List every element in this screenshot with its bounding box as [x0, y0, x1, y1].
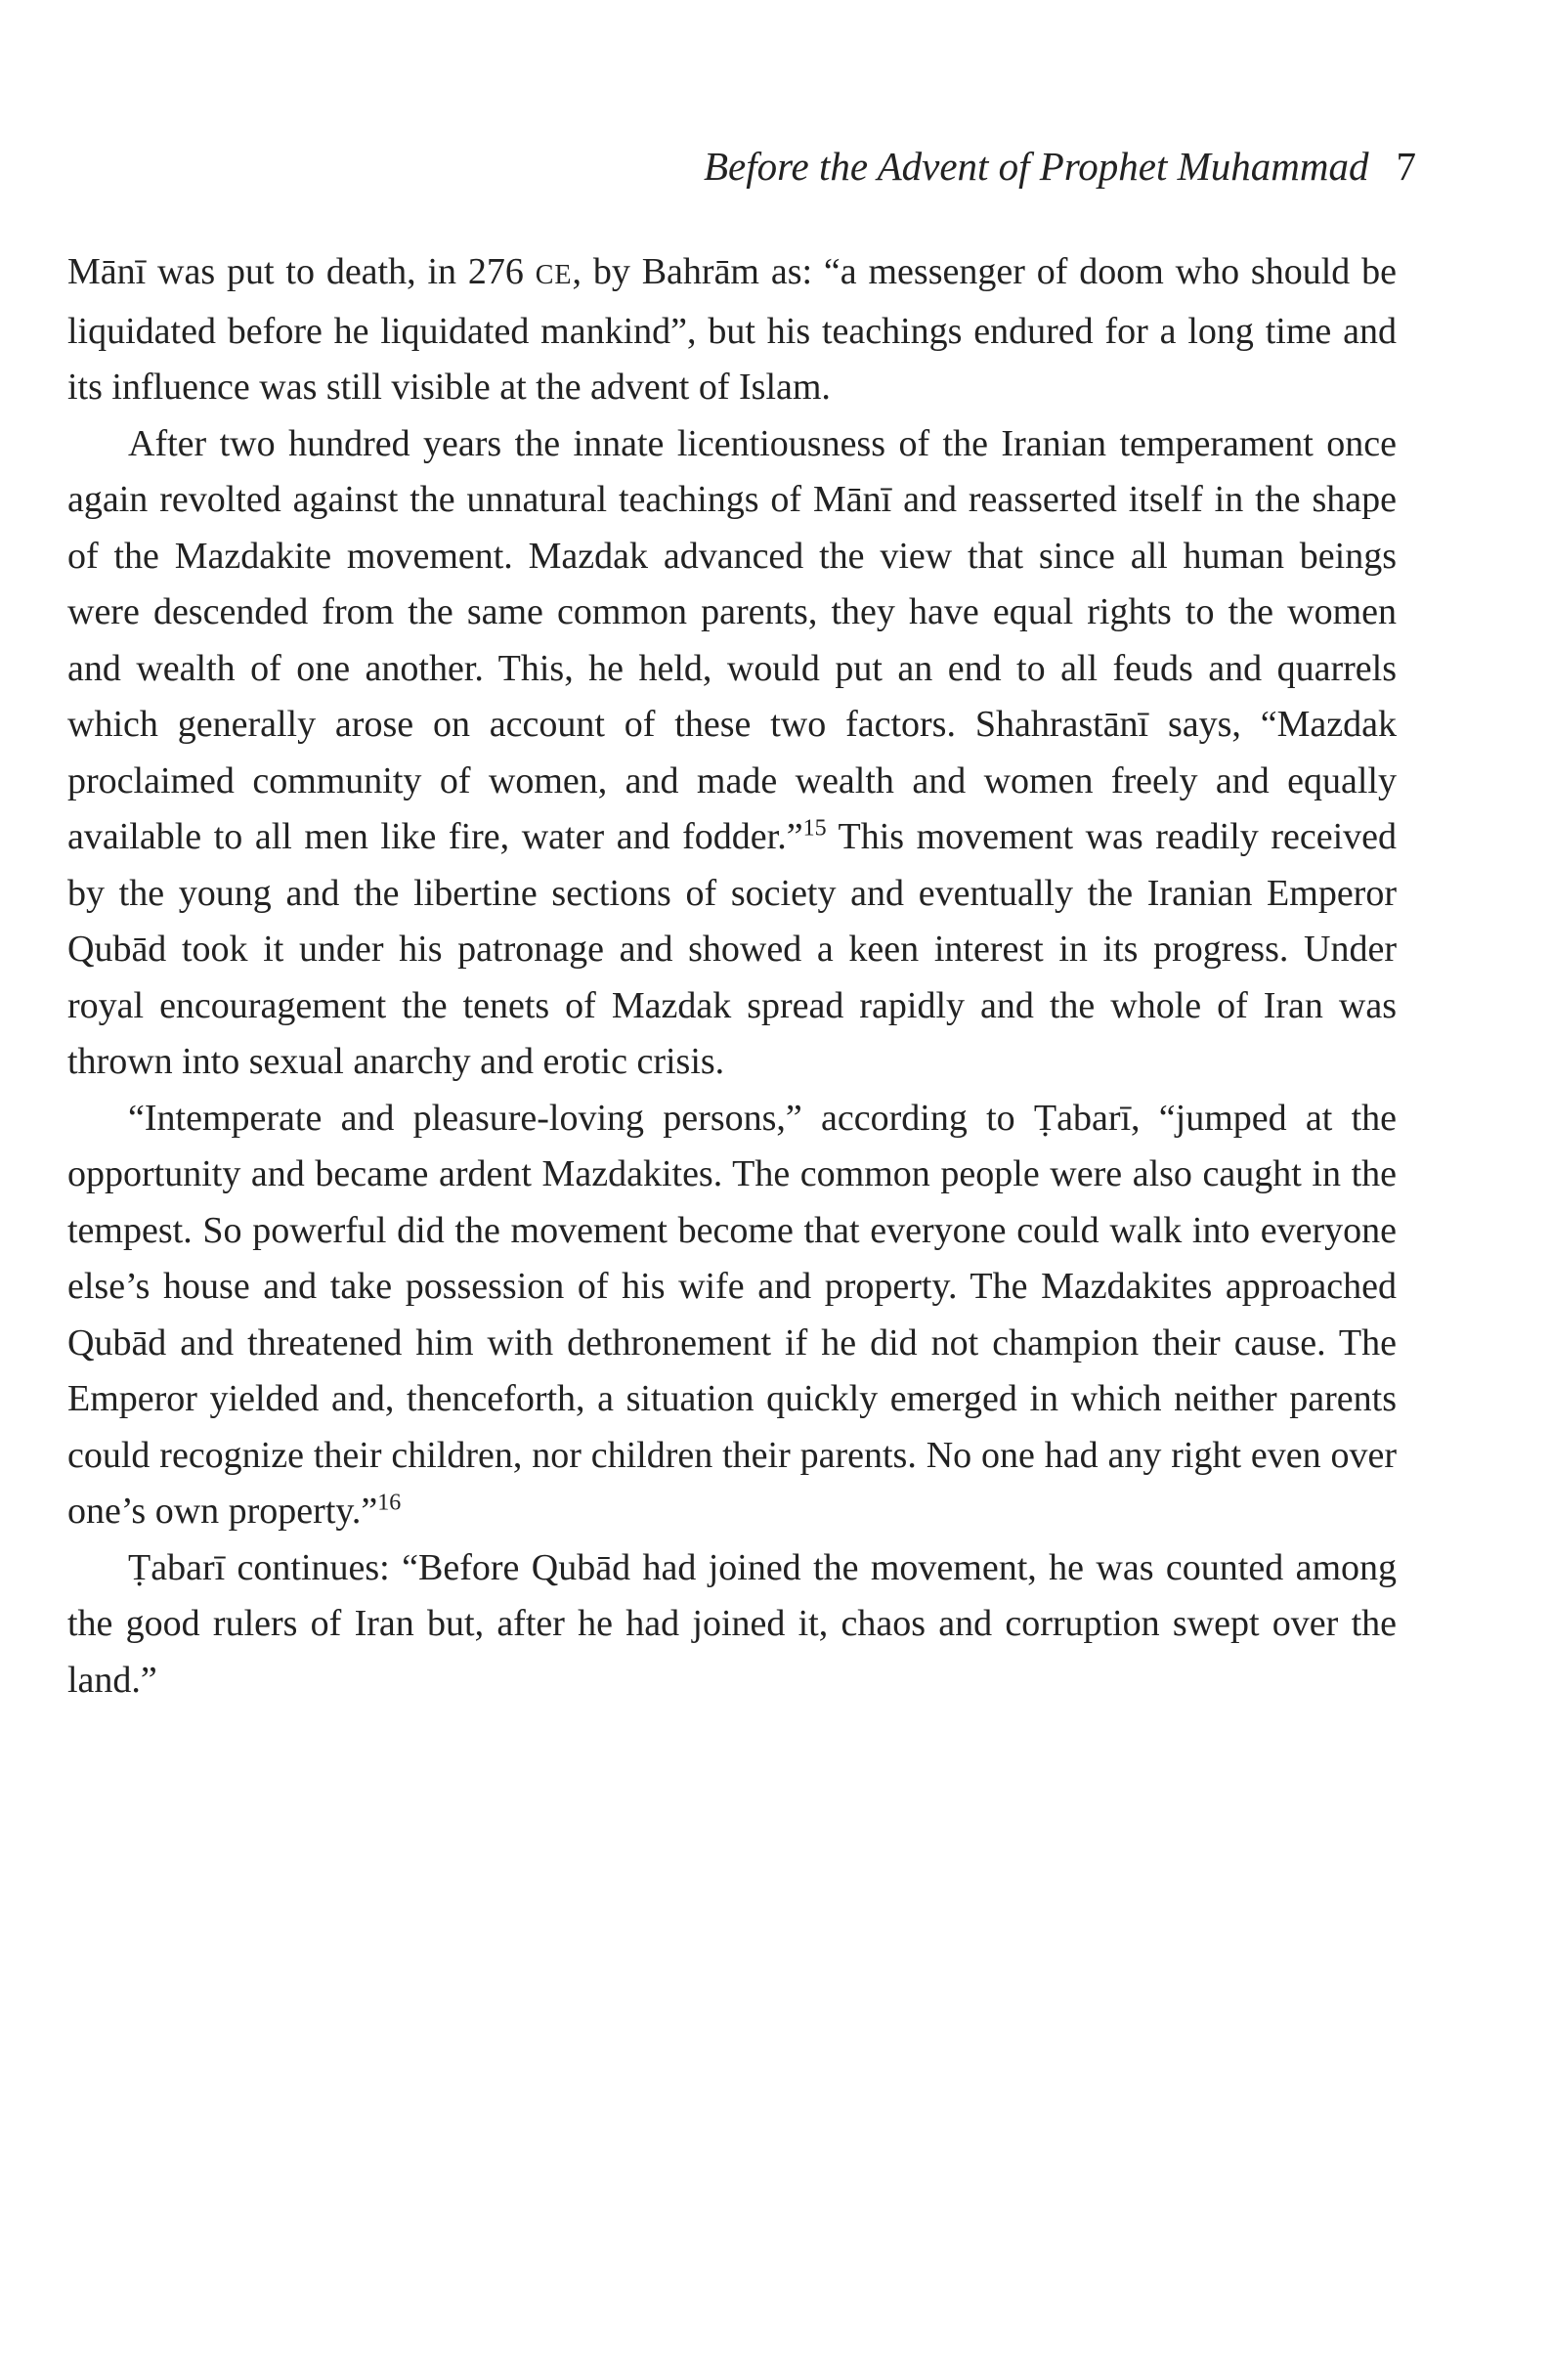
paragraph-3	[67, 1091, 1397, 1540]
footnote-marker-16: 16	[377, 1490, 402, 1516]
paragraph-4	[67, 1540, 1397, 1709]
footnote-marker-15: 15	[802, 815, 827, 842]
paragraph-2-text-b: This movement was readily received by the young and the libertine sections of society and eventually the Iranian Emperor Qubād took it under his patronage and showed a keen interest in its progress. Under royal encouragement the tenets of Mazdak spread rapidly and the whole of Iran was thrown into sexual anarchy and erotic crisis.	[67, 816, 1398, 1082]
running-title: Before the Advent of Prophet Muhammad	[703, 144, 1369, 189]
paragraph-1-text-a: Mānī was put to death, in 276	[67, 251, 536, 292]
paragraph-1	[67, 244, 1397, 416]
page-number: 7	[1396, 144, 1416, 189]
paragraph-2	[67, 416, 1397, 1091]
paragraph-4-text: Ṭabarī continues: “Before Qubād had joined the movement, he was counted among the good rulers of Iran but, after he had joined it, chaos and corruption swept over the land.”	[67, 1546, 1397, 1701]
body-text	[67, 244, 1397, 1709]
paragraph-1-text-b: , by Bahrām as: “a messenger of doom who should be liquidated before he liquidated mankind”, but his teachings endured for a long time and its influence was still visible at the advent of Islam.	[67, 251, 1397, 408]
paragraph-3-text: “Intemperate and pleasure-loving persons,” according to Ṭabarī, “jumped at the opportunity and became ardent Mazdakites. The common people were also caught in the tempest. So powerful did the movement become that everyone could walk into everyone else’s house and take possession of his wife and property. The Mazdakites approached Qubād and threatened him with dethronement if he did not champion their cause. The Emperor yielded and, thenceforth, a situation quickly emerged in which neither parents could recognize their children, nor children their parents. No one had any right even over one’s own property.”	[67, 1097, 1397, 1532]
running-head	[67, 137, 1416, 195]
paragraph-2-text-a: After two hundred years the innate licentiousness of the Iranian temperament once again revolted against the unnatural teachings of Mānī and reasserted itself in the shape of the Mazdakite movement. Mazdak advanced the view that since all human beings were descended from the same common parents, they have equal rights to the women and wealth of one another. This, he held, would put an end to all feuds and quarrels which generally arose on account of these two factors. Shahrastānī says, “Mazdak proclaimed community of women, and made wealth and women freely and equally available to all men like fire, water and fodder.”	[67, 422, 1397, 857]
era-abbreviation: CE	[535, 260, 573, 290]
